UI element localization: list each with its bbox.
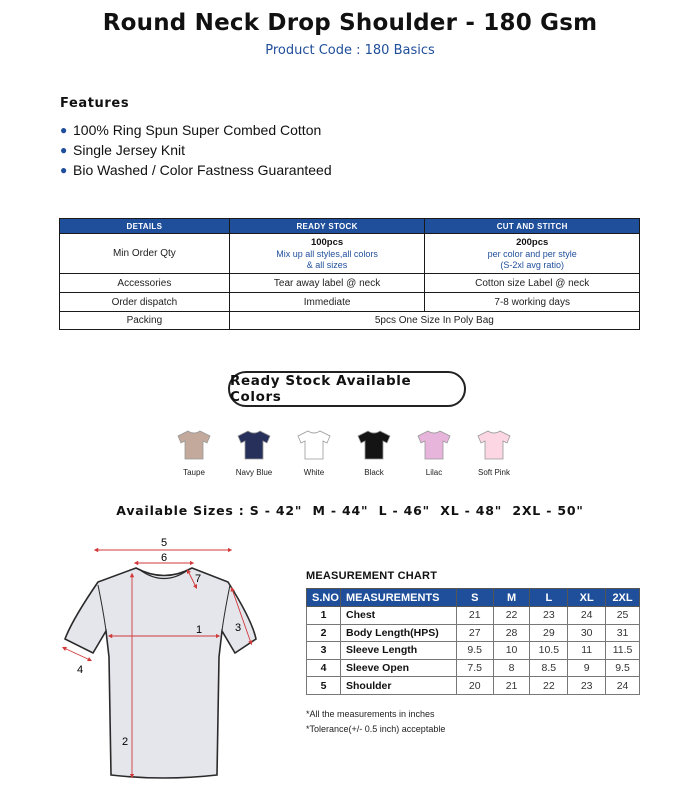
details-table [59, 218, 640, 330]
table-row: 3 Sleeve Length 9.5 10 10.5 11 11.5 [307, 642, 640, 660]
table-row [60, 312, 640, 330]
label-7: 7 [195, 573, 202, 585]
header-details: DETAILS [60, 219, 230, 234]
header-measurements: MEASUREMENTS [340, 589, 456, 607]
features-heading: Features [60, 96, 130, 111]
tshirt-measurement-diagram [60, 535, 260, 780]
accessories-ready: Tear away label @ neck [229, 274, 425, 293]
label-2: 2 [122, 736, 129, 748]
label-4: 4 [77, 664, 84, 676]
label-6: 6 [160, 552, 168, 564]
dispatch-cut: 7-8 working days [425, 293, 640, 312]
tshirt-icon [357, 430, 391, 460]
features-list [60, 120, 332, 180]
color-swatch-lilac: Lilac [404, 430, 464, 477]
table-row [60, 293, 640, 312]
measurement-chart-title: MEASUREMENT CHART [306, 570, 438, 582]
color-swatch-white: White [284, 430, 344, 477]
table-row: 1 Chest 21 22 23 24 25 [307, 607, 640, 625]
table-row: 5 Shoulder 20 21 22 23 24 [307, 677, 640, 695]
measurement-table [306, 588, 640, 695]
tshirt-icon [417, 430, 451, 460]
measurement-note: *All the measurements in inches [306, 709, 435, 719]
tolerance-note: *Tolerance(+/- 0.5 inch) acceptable [306, 724, 446, 734]
color-swatch-taupe: Taupe [164, 430, 224, 477]
bullet-icon: ● [60, 123, 68, 137]
product-code: Product Code : 180 Basics [265, 43, 435, 58]
page-title: Round Neck Drop Shoulder - 180 Gsm [102, 10, 598, 36]
tshirt-icon [477, 430, 511, 460]
details-header-row [60, 219, 640, 234]
feature-item: ● 100% Ring Spun Super Combed Cotton [60, 122, 322, 138]
header-size-s: S [456, 589, 493, 607]
header-size-xl: XL [568, 589, 606, 607]
packing-value: 5pcs One Size In Poly Bag [229, 312, 639, 330]
header-size-2xl: 2XL [606, 589, 640, 607]
color-swatch-navy-blue: Navy Blue [224, 430, 284, 477]
table-row [60, 234, 640, 274]
header-cut-and-stitch: CUT AND STITCH [425, 219, 640, 234]
available-sizes: Available Sizes : S - 42" M - 44" L - 46" XL - 48" 2XL - 50" [116, 503, 584, 518]
header-size-m: M [493, 589, 530, 607]
feature-item: ● Bio Washed / Color Fastness Guaranteed [60, 162, 332, 178]
header-ready-stock: READY STOCK [229, 219, 425, 234]
table-row [60, 274, 640, 293]
label-3: 3 [235, 622, 242, 634]
dispatch-ready: Immediate [229, 293, 425, 312]
packing-label: Packing [60, 312, 230, 330]
colors-heading: Ready Stock Available Colors [228, 371, 466, 407]
color-swatch-black: Black [344, 430, 404, 477]
accessories-cut: Cotton size Label @ neck [425, 274, 640, 293]
header-sno: S.NO [307, 589, 341, 607]
color-swatch-soft-pink: Soft Pink [464, 430, 524, 477]
table-row: 2 Body Length(HPS) 27 28 29 30 31 [307, 624, 640, 642]
accessories-label: Accessories [60, 274, 230, 293]
feature-item: ● Single Jersey Knit [60, 142, 186, 158]
tshirt-icon [237, 430, 271, 460]
ready-min-order: 100pcs Mix up all styles,all colors & all sizes [229, 234, 425, 274]
cut-min-order: 200pcs per color and per style (S-2xl avg ratio) [425, 234, 640, 274]
tshirt-icon [177, 430, 211, 460]
tshirt-icon [297, 430, 331, 460]
bullet-icon: ● [60, 163, 68, 177]
dispatch-label: Order dispatch [60, 293, 230, 312]
label-5: 5 [160, 537, 168, 549]
min-order-label: Min Order Qty [60, 234, 230, 274]
bullet-icon: ● [60, 143, 68, 157]
measurement-header-row [307, 589, 640, 607]
header-size-l: L [530, 589, 568, 607]
table-row: 4 Sleeve Open 7.5 8 8.5 9 9.5 [307, 659, 640, 677]
label-1: 1 [196, 624, 203, 636]
